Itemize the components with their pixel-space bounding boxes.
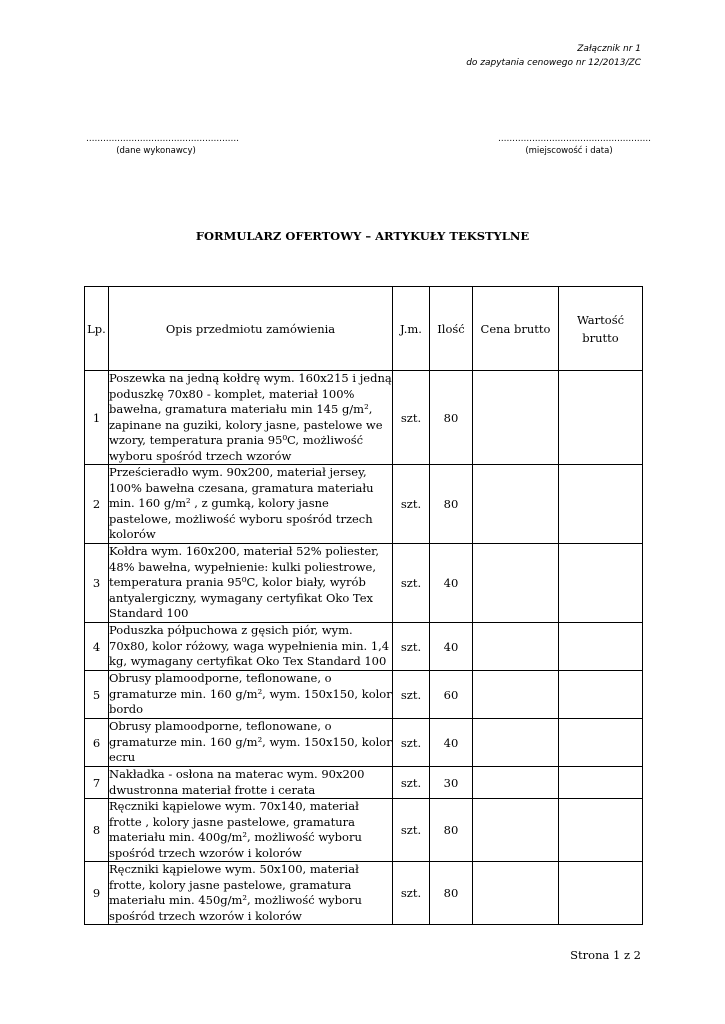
row-gross-price[interactable] [473, 862, 559, 925]
row-lp: 1 [85, 371, 109, 465]
row-gross-price[interactable] [473, 465, 559, 544]
row-lp: 5 [85, 671, 109, 719]
table-row [85, 465, 643, 544]
page-number: Strona 1 z 2 [570, 948, 641, 962]
table-row [85, 544, 643, 623]
row-gross-value[interactable] [559, 465, 643, 544]
row-gross-value[interactable] [559, 799, 643, 862]
row-description: Ręczniki kąpielowe wym. 70x140, materiał frotte , kolory jasne pastelowe, gramatura materiału min. 400g/m², możliwość wyboru spośród trzech wzorów i kolorów [109, 799, 393, 862]
place-date-dotted-line: ……………………………………………… [498, 134, 651, 144]
row-gross-value[interactable] [559, 767, 643, 799]
row-unit: szt. [393, 623, 430, 671]
contractor-dotted-line: ……………………………………………… [86, 134, 239, 144]
row-lp: 4 [85, 623, 109, 671]
header-description: Opis przedmiotu zamówienia [109, 287, 393, 371]
row-gross-price[interactable] [473, 544, 559, 623]
table-row [85, 671, 643, 719]
row-quantity: 80 [430, 799, 473, 862]
header-quantity: Ilość [430, 287, 473, 371]
row-description: Obrusy plamoodporne, teflonowane, o gramaturze min. 160 g/m², wym. 150x150, kolor bordo [109, 671, 393, 719]
row-gross-price[interactable] [473, 719, 559, 767]
row-gross-value[interactable] [559, 371, 643, 465]
row-gross-price[interactable] [473, 671, 559, 719]
document-title: FORMULARZ OFERTOWY – ARTYKUŁY TEKSTYLNE [195, 229, 530, 243]
row-lp: 2 [85, 465, 109, 544]
place-date-caption: (miejscowość i data) [525, 146, 613, 156]
row-unit: szt. [393, 862, 430, 925]
row-unit: szt. [393, 671, 430, 719]
row-description: Obrusy plamoodporne, teflonowane, o gramaturze min. 160 g/m², wym. 150x150, kolor ecru [109, 719, 393, 767]
row-quantity: 80 [430, 371, 473, 465]
table-row [85, 719, 643, 767]
table-row [85, 623, 643, 671]
table-row [85, 371, 643, 465]
row-description: Poszewka na jedną kołdrę wym. 160x215 i jedną poduszkę 70x80 - komplet, materiał 100% bawełna, gramatura materiału min 145 g/m², zapinane na guziki, kolory jasne, pastelowe we wzory, temperatura prania 95⁰C, możliwość wyboru spośród trzech wzorów [109, 371, 392, 463]
header-unit: J.m. [393, 287, 430, 371]
row-description: Nakładka - osłona na materac wym. 90x200 dwustronna materiał frotte i cerata [109, 767, 393, 799]
row-quantity: 80 [430, 862, 473, 925]
row-quantity: 60 [430, 671, 473, 719]
row-unit: szt. [393, 719, 430, 767]
row-gross-value[interactable] [559, 671, 643, 719]
row-quantity: 40 [430, 544, 473, 623]
row-lp: 7 [85, 767, 109, 799]
header-gross-value: Wartość brutto [559, 287, 643, 371]
row-gross-price[interactable] [473, 767, 559, 799]
contractor-signature-block [86, 134, 239, 156]
row-gross-value[interactable] [559, 544, 643, 623]
row-gross-price[interactable] [473, 623, 559, 671]
row-lp: 8 [85, 799, 109, 862]
header-gross-price: Cena brutto [473, 287, 559, 371]
row-quantity: 80 [430, 465, 473, 544]
row-quantity: 40 [430, 719, 473, 767]
row-lp: 6 [85, 719, 109, 767]
row-quantity: 30 [430, 767, 473, 799]
row-description: Kołdra wym. 160x200, materiał 52% poliester, 48% bawełna, wypełnienie: kulki poliestrowe, temperatura prania 95⁰C, kolor biały, wyrób antyalergiczny, wymagany certyfikat Oko Tex Standard 100 [109, 544, 393, 623]
table-row [85, 799, 643, 862]
row-unit: szt. [393, 767, 430, 799]
table-header-row [85, 287, 643, 371]
table-row [85, 862, 643, 925]
row-gross-value[interactable] [559, 623, 643, 671]
row-unit: szt. [393, 465, 430, 544]
header-lp: Lp. [85, 287, 109, 371]
table-row [85, 767, 643, 799]
annex-line-1: Załącznik nr 1 [577, 44, 641, 54]
row-lp: 9 [85, 862, 109, 925]
contractor-caption: (dane wykonawcy) [116, 146, 196, 156]
annex-line-2: do zapytania cenowego nr 12/2013/ZC [466, 58, 641, 68]
offer-table [84, 286, 643, 925]
place-date-signature-block [498, 134, 651, 156]
row-unit: szt. [393, 799, 430, 862]
row-lp: 3 [85, 544, 109, 623]
row-gross-value[interactable] [559, 719, 643, 767]
row-unit: szt. [393, 544, 430, 623]
row-gross-value[interactable] [559, 862, 643, 925]
row-gross-price[interactable] [473, 371, 559, 465]
row-unit: szt. [393, 371, 430, 465]
row-gross-price[interactable] [473, 799, 559, 862]
row-quantity: 40 [430, 623, 473, 671]
annex-reference [466, 42, 641, 70]
row-description: Prześcieradło wym. 90x200, materiał jersey, 100% bawełna czesana, gramatura materiału min. 160 g/m² , z gumką, kolory jasne pastelowe, możliwość wyboru spośród trzech kolorów [109, 465, 393, 544]
row-description: Ręczniki kąpielowe wym. 50x100, materiał frotte, kolory jasne pastelowe, gramatura materiału min. 450g/m², możliwość wyboru spośród trzech wzorów i kolorów [109, 862, 393, 925]
row-description: Poduszka półpuchowa z gęsich piór, wym. 70x80, kolor różowy, waga wypełnienia min. 1,4 kg, wymagany certyfikat Oko Tex Standard 100 [109, 623, 393, 671]
